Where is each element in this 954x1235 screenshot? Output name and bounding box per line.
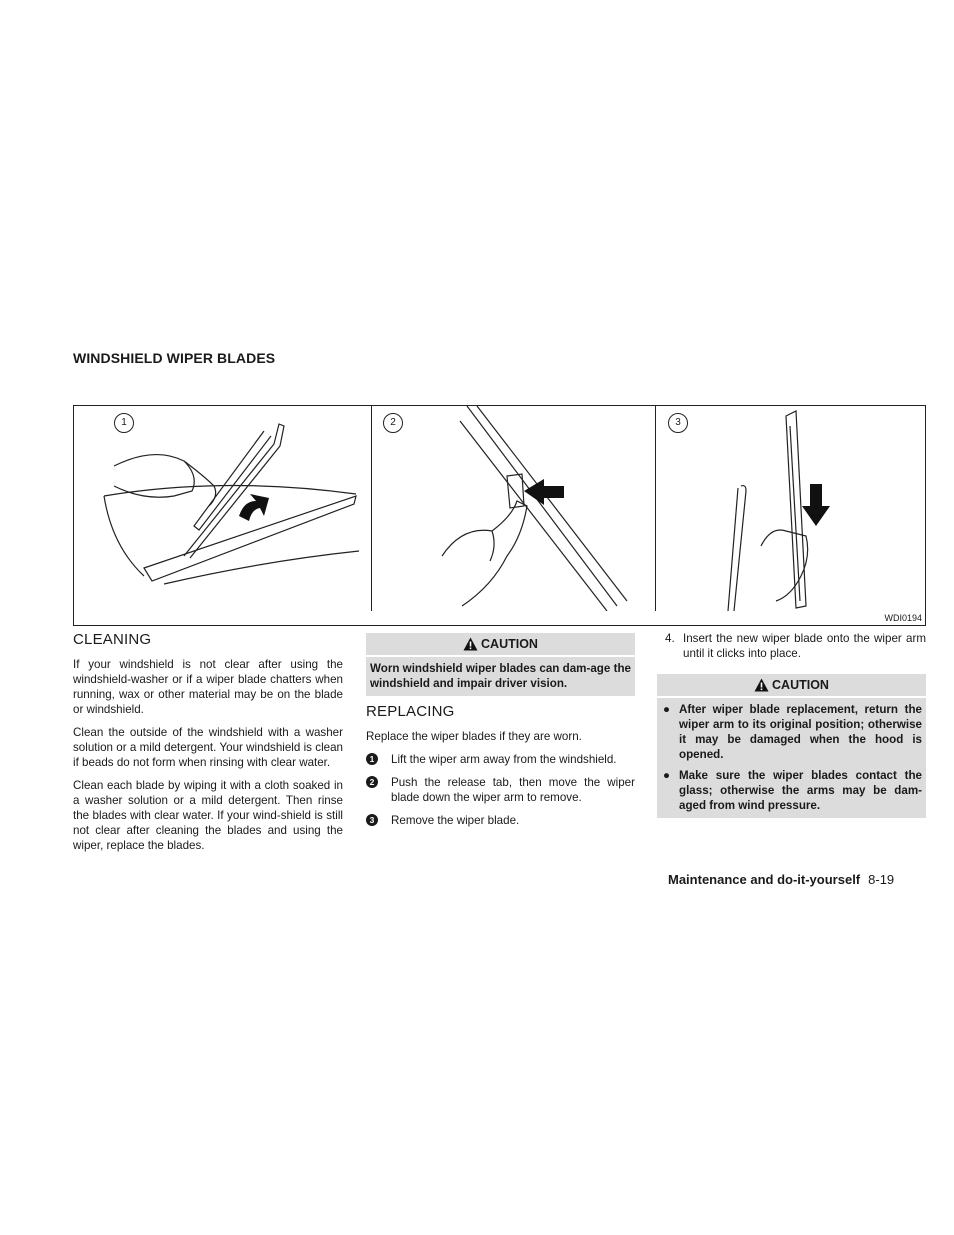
step-four-column [657,631,926,818]
step-3-marker: 3 [668,413,688,433]
caution-text: Worn windshield wiper blades can dam-age the windshield and impair driver vision. [370,662,631,690]
illustration-panel-1 [74,406,372,611]
warning-triangle-icon [463,637,478,651]
caution-bullet-text: After wiper blade replacement, return the wiper arm to its original position; otherwise it may be damaged when the hood is opened. [679,703,922,761]
step-1-marker: 1 [114,413,134,433]
caution-header [366,633,635,657]
caution-list [657,698,926,818]
lift-wiper-drawing [74,406,372,611]
caution-box [657,674,926,818]
step-text: Remove the wiper blade. [391,814,520,827]
bullet-dot-icon: ● [663,769,671,782]
cleaning-section [73,631,343,861]
replacing-steps [366,752,635,828]
figure-code: WDI0194 [884,613,922,623]
replacing-column [366,633,635,836]
replacing-heading: REPLACING [366,703,455,720]
step-number-badge: 1 [366,753,378,765]
section-title: WINDSHIELD WIPER BLADES [73,350,276,366]
remove-blade-drawing [656,406,926,611]
replacing-intro: Replace the wiper blades if they are worn. [366,730,582,743]
page-number: 8-19 [868,872,895,887]
warning-triangle-icon [754,678,769,692]
step-2-marker: 2 [383,413,403,433]
illustration-panel-2 [372,406,655,611]
cleaning-paragraph: Clean the outside of the windshield with a washer solution or a mild detergent. Your windshield is clean if beads do not form when rinsing with clear water. [73,726,343,769]
chapter-title: Maintenance and do-it-yourself [668,872,861,887]
caution-bullet [661,768,922,813]
step-4 [657,631,926,661]
step-4-text: Insert the new wiper blade onto the wiper arm until it clicks into place. [683,632,926,660]
caution-label: CAUTION [481,637,538,651]
caution-header [657,674,926,698]
step-4-number: 4. [665,632,675,645]
cleaning-heading: CLEANING [73,631,152,648]
wiper-illustration [73,405,926,626]
release-tab-drawing [372,406,655,611]
caution-bullet-text: Make sure the wiper blades contact the glass; otherwise the arms may be dam-aged from wind pressure. [679,769,922,812]
illustration-panel-3 [656,406,926,611]
caution-bullet [661,702,922,762]
replacing-step [366,813,635,828]
cleaning-paragraph: Clean each blade by wiping it with a cloth soaked in a washer solution or a mild detergent. Then rinse the blades with clear water. If your wind-shield is still not clear after cleaning the blades and using the wiper, replace the blades. [73,779,343,852]
step-text: Lift the wiper arm away from the windshield. [391,753,617,766]
replacing-step [366,752,635,767]
bullet-dot-icon: ● [663,703,671,716]
page-footer [668,872,894,887]
caution-label: CAUTION [772,678,829,692]
step-text: Push the release tab, then move the wiper blade down the wiper arm to remove. [391,776,635,804]
step-number-badge: 3 [366,814,378,826]
replacing-step [366,775,635,805]
caution-box [366,633,635,696]
cleaning-paragraph: If your windshield is not clear after using the windshield-washer or if a wiper blade chatters when running, wax or other material may be on the blade or windshield. [73,658,343,716]
step-number-badge: 2 [366,776,378,788]
